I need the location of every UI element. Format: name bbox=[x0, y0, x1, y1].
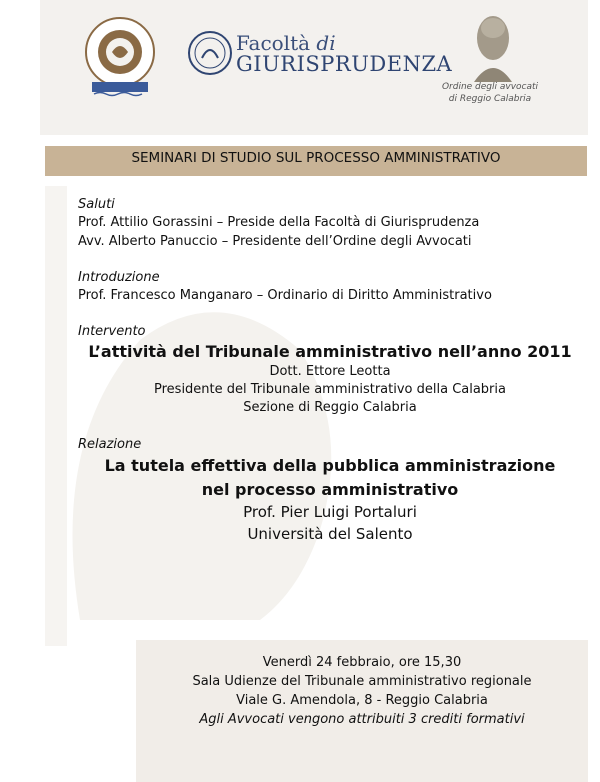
saluti-label: Saluti bbox=[78, 197, 115, 212]
relazione-label: Relazione bbox=[78, 437, 142, 452]
order-caption-line1: Ordine degli avvocati bbox=[441, 82, 539, 92]
intervento-role-1: Presidente del Tribunale amministrativo della Calabria bbox=[154, 382, 506, 397]
saluti-line-2: Avv. Alberto Panuccio – Presidente dell’Ordine degli Avvocati bbox=[78, 234, 472, 249]
relazione-speaker: Prof. Pier Luigi Portaluri bbox=[243, 503, 417, 521]
footer-credits: Agli Avvocati vengono attribuiti 3 crediti formativi bbox=[199, 712, 525, 727]
bar-association-bust-logo bbox=[462, 8, 524, 86]
relazione-title-1: La tutela effettiva della pubblica amministrazione bbox=[104, 456, 556, 475]
page-title: SEMINARI DI STUDIO SUL PROCESSO AMMINISTRATIVO bbox=[131, 150, 501, 166]
faculty-name-line2: GIURISPRUDENZA bbox=[236, 52, 453, 76]
footer-address: Viale G. Amendola, 8 - Reggio Calabria bbox=[236, 693, 488, 708]
relazione-affiliation: Università del Salento bbox=[247, 525, 413, 543]
faculty-name-line1: Facoltà di bbox=[236, 31, 336, 55]
title-bar bbox=[45, 146, 587, 176]
saluti-line-1: Prof. Attilio Gorassini – Preside della Facoltà di Giurisprudenza bbox=[78, 215, 480, 230]
intervento-speaker: Dott. Ettore Leotta bbox=[269, 364, 391, 379]
university-logo bbox=[78, 14, 162, 98]
footer-venue: Sala Udienze del Tribunale amministrativo regionale bbox=[192, 674, 532, 689]
intervento-title: L’attività del Tribunale amministrativo nell’anno 2011 bbox=[88, 342, 572, 361]
introduzione-line: Prof. Francesco Manganaro – Ordinario di Diritto Amministrativo bbox=[78, 288, 492, 303]
order-caption-line2: di Reggio Calabria bbox=[448, 94, 532, 104]
intervento-label: Intervento bbox=[78, 324, 146, 339]
footer-date: Venerdì 24 febbraio, ore 15,30 bbox=[262, 655, 462, 670]
relazione-title-2: nel processo amministrativo bbox=[201, 480, 459, 499]
intervento-role-2: Sezione di Reggio Calabria bbox=[243, 400, 417, 415]
introduzione-label: Introduzione bbox=[78, 270, 160, 285]
